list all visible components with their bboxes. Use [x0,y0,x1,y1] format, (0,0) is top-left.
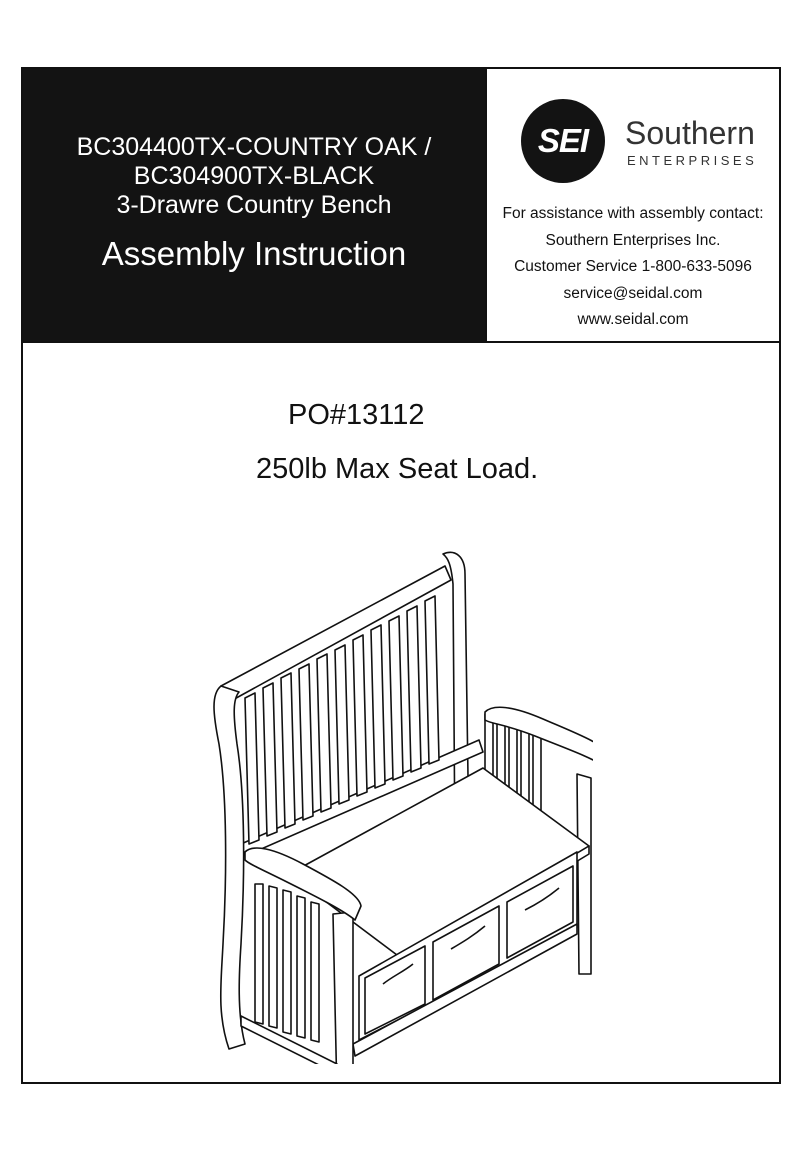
title-block [23,69,485,343]
header-divider [23,341,779,343]
document-title: Assembly Instruction [101,235,407,272]
contact-info [487,201,779,334]
contact-email: service@seidal.com [563,284,703,302]
contact-block [485,69,779,343]
model-line-2: BC304900TX-BLACK [133,162,375,190]
contact-phone: Customer Service 1-800-633-5096 [514,258,752,275]
po-number: PO#13112 [288,399,425,431]
logo-mark: SEI [537,122,589,159]
max-seat-load: 250lb Max Seat Load. [256,453,539,485]
contact-website: www.seidal.com [577,311,689,328]
contact-intro: For assistance with assembly contact: [502,205,764,222]
model-line-1: BC304400TX-COUNTRY OAK / [76,133,432,161]
model-line-3: 3-Drawre Country Bench [116,191,392,219]
logo-tagline: ENTERPRISES [627,153,758,168]
company-logo [521,99,761,183]
contact-company: Southern Enterprises Inc. [545,231,721,249]
page-frame [21,67,781,1084]
model-lines [23,133,485,220]
bench-illustration [193,544,593,1064]
logo-name: Southern [625,115,755,151]
